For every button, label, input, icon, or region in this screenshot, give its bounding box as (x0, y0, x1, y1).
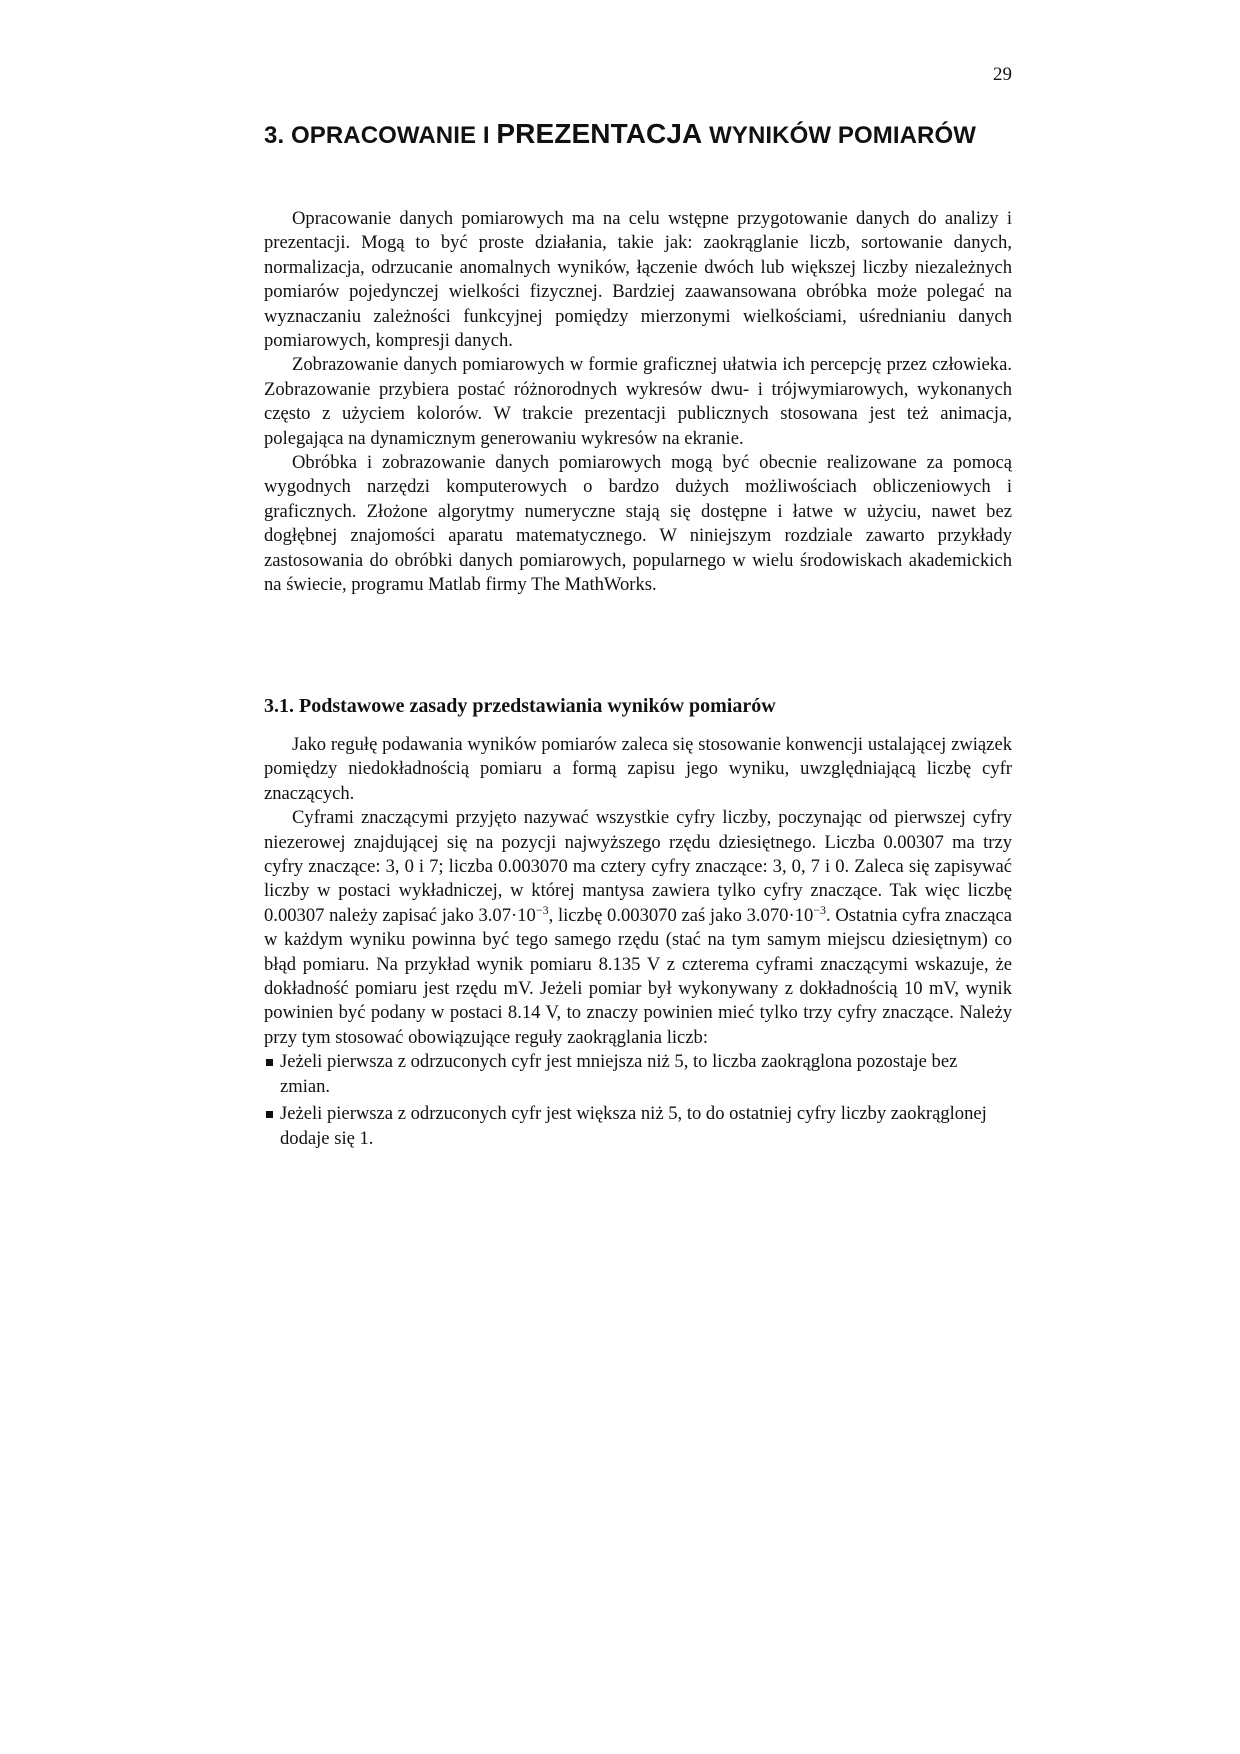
chapter-title-emphasis: PREZENTACJA (496, 118, 703, 149)
significant-figures-paragraph (264, 806, 1012, 1050)
chapter-intro (264, 207, 1012, 598)
square-bullet-icon (266, 1059, 273, 1066)
section-heading: 3.1. Podstawowe zasady przedstawiania wyników pomiarów (264, 695, 776, 717)
exponent: −3 (535, 902, 549, 917)
paragraph-text-part: , liczbę 0.003070 zaś jako (548, 904, 747, 926)
intro-paragraph: Zobrazowanie danych pomiarowych w formie graficznej ułatwia ich percepcję przez człowieka. Zobrazowanie przybiera postać różnorodnych wykresów dwu- i trójwymiarowych, wykonanych często z użyciem kolorów. W trakcie prezentacji publicznych stosowana jest też animacja, polegająca na dynamicznym generowaniu wykresów na ekranie. (264, 354, 1012, 449)
list-item (264, 1102, 1012, 1151)
exponential-notation-base: 3.07·10 (478, 904, 536, 926)
page-number: 29 (993, 64, 1012, 85)
exponential-notation-base: 3.070·10 (746, 904, 814, 926)
paragraph-text-part: . Ostatnia cyfra znacząca w każdym wyniku powinna być tego samego rzędu (stać na tym samym miejscu dziesiętnym) co błąd pomiaru. Na przykład wynik pomiaru 8.135 V z czterema cyframi znaczącymi wskazuje, że dokładność pomiaru jest rzędu mV. Jeżeli pomiar był wykonywany z dokładnością 10 mV, wynik powinien być podany w postaci 8.14 V, to znaczy powinien mieć tylko trzy cyfry znaczące. Należy przy tym stosować obowiązujące reguły zaokrąglania liczb: (264, 904, 1013, 1048)
chapter-title-prefix: 3. OPRACOWANIE I (264, 122, 497, 149)
chapter-title (264, 118, 1024, 150)
section-body (264, 733, 1012, 1154)
section-paragraph: Jako regułę podawania wyników pomiarów zaleca się stosowanie konwencji ustalającej związek pomiędzy niedokładnością pomiaru a formą zapisu jego wyniku, uwzględniającą liczbę cyfr znaczących. (264, 734, 1012, 804)
list-item-text: Jeżeli pierwsza z odrzuconych cyfr jest większa niż 5, to do ostatniej cyfry liczby zaokrąglonej dodaje się 1. (280, 1103, 987, 1149)
chapter-title-suffix: WYNIKÓW POMIARÓW (702, 122, 977, 149)
intro-paragraph: Opracowanie danych pomiarowych ma na celu wstępne przygotowanie danych do analizy i prezentacji. Mogą to być proste działania, takie jak: zaokrąglanie liczb, sortowanie danych, normalizacja, odrzucanie anomalnych wyników, łączenie dwóch lub większej liczby niezależnych pomiarów pojedynczej wielkości fizycznej. Bardziej zaawansowana obróbka może polegać na wyznaczaniu zależności funkcyjnej pomiędzy mierzonymi wielkościami, uśrednianiu danych pomiarowych, kompresji danych. (264, 208, 1012, 352)
paragraph-text-part: Cyframi znaczącymi przyjęto nazywać wszystkie cyfry liczby, poczynając od pierwszej cyfry niezerowej znajdującej się na pozycji najwyższego rzędu dziesiętnego. Liczba 0.00307 ma trzy cyfry znaczące: 3, 0 i 7; liczba 0.003070 ma cztery cyfry znaczące: 3, 0, 7 i 0. Zaleca się zapisywać liczby w postaci wykładniczej, w której mantysa zawiera tylko cyfry znaczące. Tak więc liczbę 0.00307 należy zapisać jako (264, 807, 1012, 926)
intro-paragraph: Obróbka i zobrazowanie danych pomiarowych mogą być obecnie realizowane za pomocą wygodnych narzędzi komputerowych o bardzo dużych możliwościach obliczeniowych i graficznych. Złożone algorytmy numeryczne stają się dostępne i łatwe w użyciu, nawet bez dogłębnej znajomości aparatu matematycznego. W niniejszym rozdziale zawarto przykłady zastosowania do obróbki danych pomiarowych, popularnego w wielu środowiskach akademickich na świecie, programu Matlab firmy The MathWorks. (264, 452, 1012, 596)
list-item-text: Jeżeli pierwsza z odrzuconych cyfr jest mniejsza niż 5, to liczba zaokrąglona pozostaje bez zmian. (280, 1051, 958, 1097)
exponent: −3 (813, 902, 827, 917)
square-bullet-icon (266, 1111, 273, 1118)
list-item (264, 1050, 1012, 1099)
rounding-rules-list (264, 1050, 1012, 1151)
